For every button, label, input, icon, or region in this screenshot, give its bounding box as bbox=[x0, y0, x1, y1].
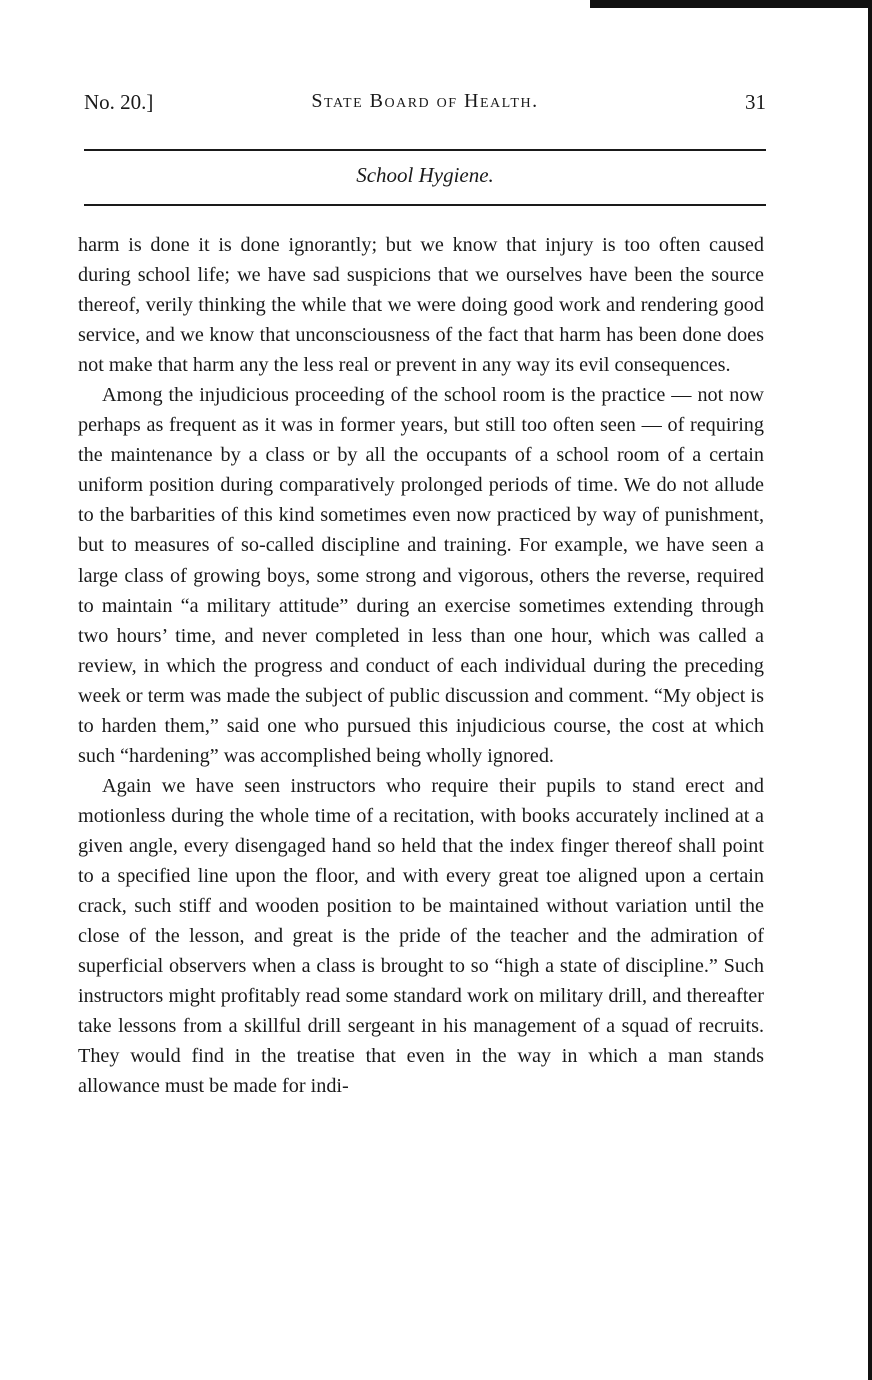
paragraph: Again we have seen instructors who require their pupils to stand erect and motionless during the whole time of a recitation, with books accurately inclined at a given angle, every disengaged hand so held that the index finger thereof shall point to a specified line upon the floor, and with every great toe aligned upon a certain crack, such stiff and wooden position to be maintained without variation until the close of the lesson, and great is the pride of the teacher and the admiration of superficial observers when a class is brought to so “high a state of discipline.” Such instructors might profitably read some standard work on military drill, and thereafter take lessons from a skillful drill sergeant in his management of a squad of recruits. They would find in the treatise that even in the way in which a man stands allowance must be made for indi- bbox=[78, 774, 764, 1098]
header-rule-bottom bbox=[84, 204, 766, 206]
running-header bbox=[84, 90, 766, 120]
document-number: No. 20.] bbox=[84, 90, 154, 114]
header-rule-top bbox=[84, 149, 766, 151]
scan-edge-right bbox=[868, 0, 872, 1380]
running-title: State Board of Health. bbox=[311, 90, 539, 112]
section-title: School Hygiene. bbox=[356, 163, 494, 187]
body-text bbox=[78, 230, 764, 1101]
paragraph: Among the injudicious proceeding of the school room is the practice — not now perhaps as frequent as it was in former years, but still too often seen — of requiring the maintenance by a class or by all the occupants of a school room of a certain uniform position during comparatively prolonged periods of time. We do not allude to the barbarities of this kind sometimes even now practiced by way of punishment, but to measures of so-called discipline and training. For example, we have seen a large class of growing boys, some strong and vigorous, others the reverse, required to maintain “a military attitude” during an exercise sometimes extending through two hours’ time, and never completed in less than one hour, which was called a review, in which the progress and conduct of each individual during the preceding week or term was made the subject of public discussion and comment. “My object is to harden them,” said one who pursued this injudicious course, the cost at which such “hardening” was accomplished being wholly ignored. bbox=[78, 384, 764, 767]
paragraph-continued: harm is done it is done ignorantly; but we know that injury is too often caused during school life; we have sad suspicions that we ourselves have been the source thereof, verily thinking the while that we were doing good work and rendering good service, and we know that unconsciousness of the fact that harm has been done does not make that harm any the less real or prevent in any way its evil consequences. bbox=[78, 234, 764, 377]
page-number: 31 bbox=[745, 90, 766, 114]
scan-edge-top bbox=[590, 0, 872, 8]
